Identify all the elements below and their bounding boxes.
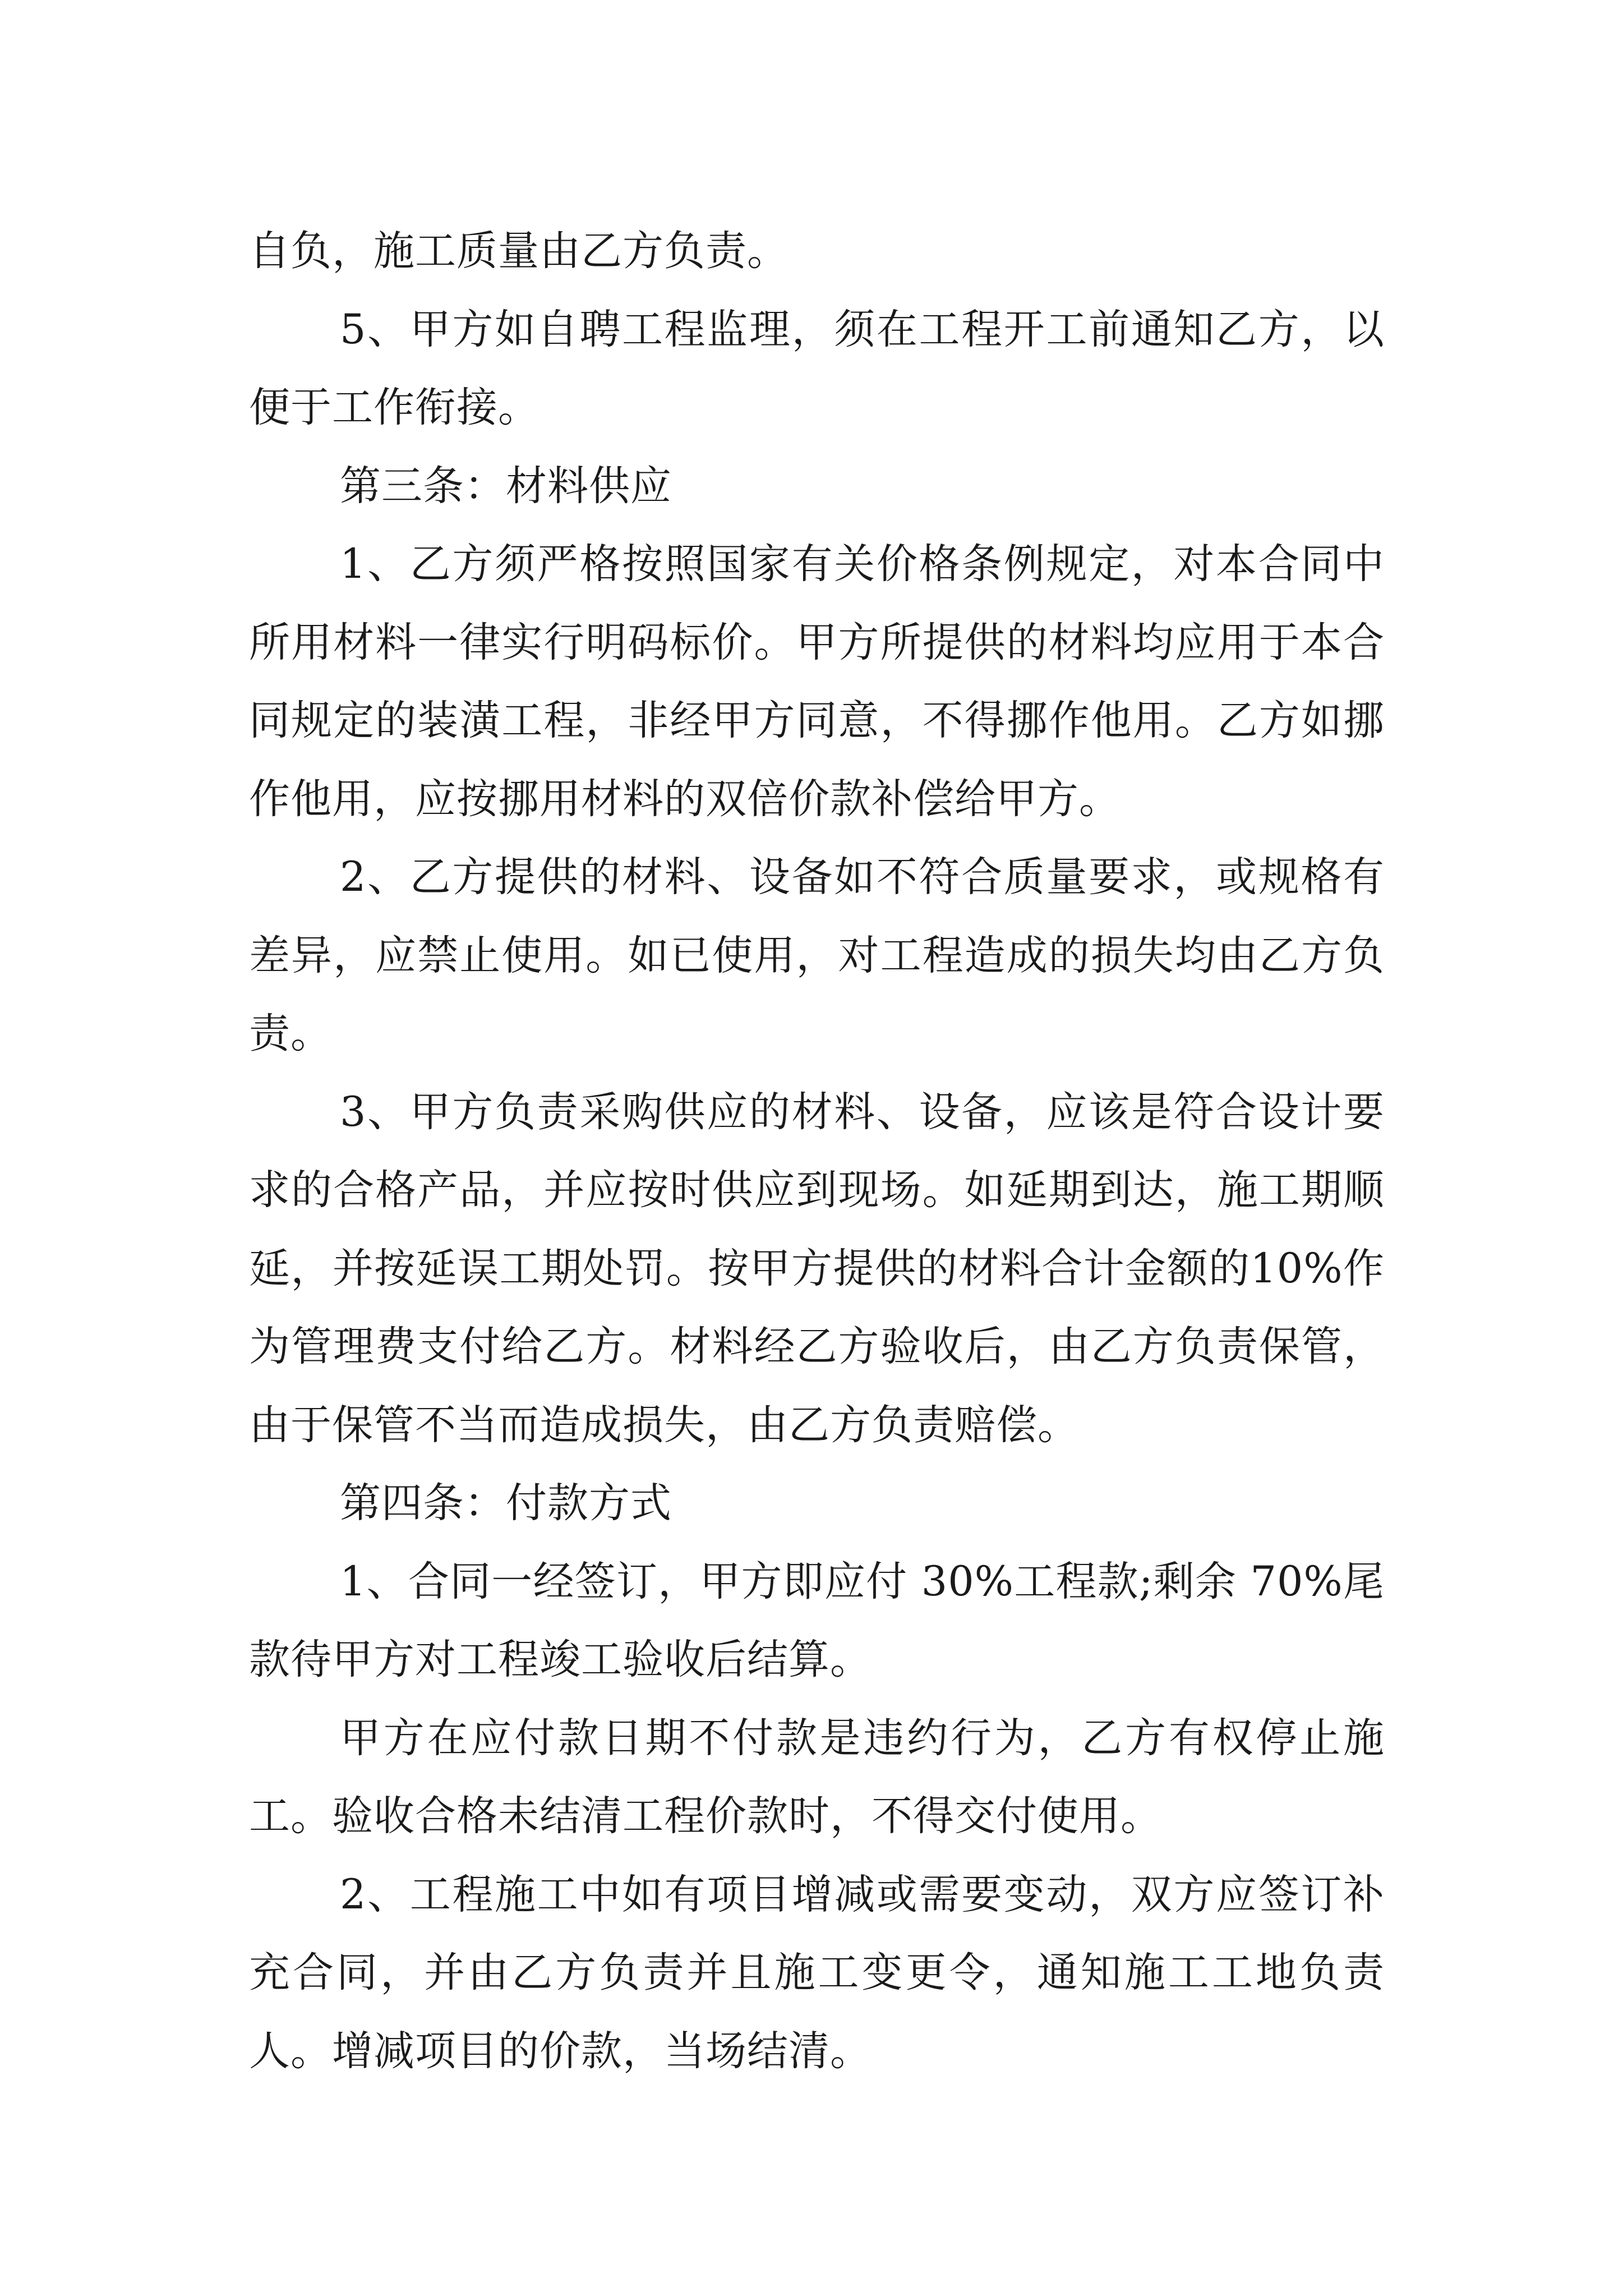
paragraph-article-4-item-1-note: 甲方在应付款日期不付款是违约行为，乙方有权停止施工。验收合格未结清工程价款时，不得交付使用。 [249, 1714, 1385, 1840]
section-heading-article-4: 第四条：付款方式 [340, 1479, 672, 1527]
paragraph-article-3-item-2: 2、乙方提供的材料、设备如不符合质量要求，或规格有差异，应禁止使用。如已使用，对工程造成的损失均由乙方负责。 [249, 853, 1385, 1057]
paragraph-item-5: 5、甲方如自聘工程监理，须在工程开工前通知乙方，以便于工作衔接。 [249, 305, 1385, 431]
paragraph-article-4-item-2: 2、工程施工中如有项目增减或需要变动，双方应签订补充合同，并由乙方负责并且施工变更令，通知施工工地负责人。增减项目的价款，当场结清。 [249, 1870, 1385, 2075]
document-body [249, 212, 1385, 2090]
paragraph-article-3-item-3: 3、甲方负责采购供应的材料、设备，应该是符合设计要求的合格产品，并应按时供应到现场。如延期到达，施工期顺延，并按延误工期处罚。按甲方提供的材料合计金额的10%作为管理费支付给乙方。材料经乙方验收后，由乙方负责保管，由于保管不当而造成损失，由乙方负责赔偿。 [249, 1088, 1385, 1449]
paragraph-continuation: 自负，施工质量由乙方负责。 [249, 227, 789, 275]
paragraph-article-3-item-1: 1、乙方须严格按照国家有关价格条例规定，对本合同中所用材料一律实行明码标价。甲方所提供的材料均应用于本合同规定的装潢工程，非经甲方同意，不得挪作他用。乙方如挪作他用，应按挪用材料的双倍价款补偿给甲方。 [249, 540, 1385, 823]
paragraph-article-4-item-1: 1、合同一经签订，甲方即应付 30%工程款;剩余 70%尾款待甲方对工程竣工验收后结算。 [249, 1557, 1385, 1683]
section-heading-article-3: 第三条：材料供应 [340, 462, 672, 510]
